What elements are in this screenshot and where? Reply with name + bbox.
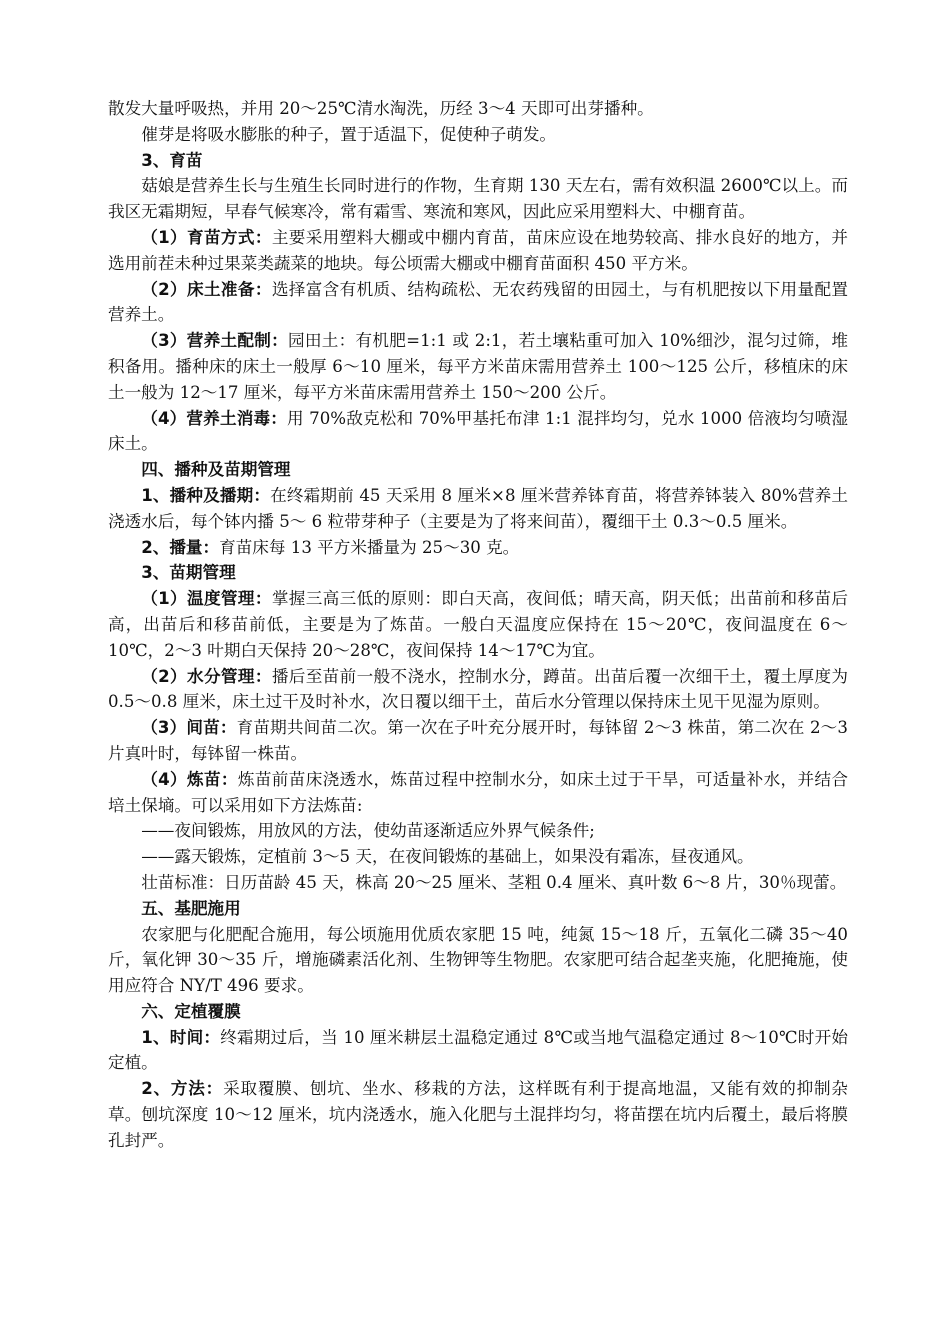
paragraph: 农家肥与化肥配合施用，每公顷施用优质农家肥 15 吨，纯氮 15～18 斤，五氧化二磷 35～40 斤，氧化钾 30～35 斤，增施磷素活化剂、生物钾等生物肥。农家肥可结合起垄夹施，化肥掩施，使用应符合 NY/T 496 要求。: [108, 924, 848, 996]
paragraph: 菇娘是营养生长与生殖生长同时进行的作物，生育期 130 天左右，需有效积温 2600℃以上。而我区无霜期短，早春气候寒冷，常有霜雪、寒流和寒风，因此应采用塑料大、中棚育苗。: [108, 176, 848, 222]
section-heading: 六、定植覆膜: [141, 1001, 241, 1021]
item-label: （1）育苗方式：: [141, 227, 272, 247]
item-label: （1）温度管理：: [141, 589, 272, 609]
paragraph: 2、播量：育苗床每 13 平方米播量为 25～30 克。: [141, 537, 520, 557]
item-label: （4）营养土消毒：: [141, 408, 287, 428]
paragraph: （1）温度管理：掌握三高三低的原则：即白天高，夜间低；晴天高，阴天低；出苗前和移苗后高，出苗后和移苗前低，主要是为了炼苗。一般白天温度应保持在 15～20℃，夜间温度在 6～10℃，2～3 叶期白天保持 20～28℃，夜间保持 14～17℃为宜。: [108, 589, 849, 660]
paragraph: （1）育苗方式：主要采用塑料大棚或中棚内育苗，苗床应设在地势较高、排水良好的地方，并选用前茬未种过果菜类蔬菜的地块。每公顷需大棚或中棚育苗面积 450 平方米。: [108, 227, 849, 273]
sub-heading: 3、苗期管理: [141, 563, 236, 583]
paragraph: （2）水分管理：播后至苗前一般不浇水，控制水分，蹲苗。出苗后覆一次细干土，覆土厚度为 0.5～0.8 厘米，床土过干及时补水，次日覆以细干土，苗后水分管理以保持床土见干见湿为原则。: [108, 666, 849, 712]
paragraph: （3）间苗：育苗期共间苗二次。第一次在子叶充分展开时，每钵留 2～3 株苗，第二次在 2～3 片真叶时，每钵留一株苗。: [108, 718, 848, 763]
section-heading: 四、播种及苗期管理: [141, 460, 291, 480]
paragraph: 催芽是将吸水膨胀的种子，置于适温下，促使种子萌发。: [141, 124, 557, 144]
item-label: 1、时间：: [141, 1027, 221, 1047]
paragraph: 1、播种及播期：在终霜期前 45 天采用 8 厘米×8 厘米营养钵育苗，将营养钵装入 80%营养土浇透水后，每个钵内播 5～ 6 粒带芽种子（主要是为了将来间苗），覆细干土 0.3～0.5 厘米。: [108, 485, 848, 531]
item-label: （3）间苗：: [141, 718, 237, 738]
item-label: 1、播种及播期：: [141, 485, 271, 505]
paragraph: 2、方法：采取覆膜、刨坑、坐水、移栽的方法，这样既有利于提高地温，又能有效的抑制杂草。刨坑深度 10～12 厘米，坑内浇透水，施入化肥与土混拌均匀，将苗摆在坑内后覆土，最后将膜孔封严。: [108, 1079, 849, 1150]
paragraph: 散发大量呼吸热，并用 20～25℃清水淘洗，历经 3～4 天即可出芽播种。: [108, 99, 654, 118]
paragraph: （4）炼苗：炼苗前苗床浇透水，炼苗过程中控制水分，如床土过于干旱，可适量补水，并结合培土保墒。可以采用如下方法炼苗:: [108, 769, 849, 815]
paragraph: 壮苗标准：日历苗龄 45 天，株高 20～25 厘米、茎粗 0.4 厘米、真叶数 6～8 片，30％现蕾。: [141, 872, 847, 892]
section-heading: 五、基肥施用: [141, 898, 241, 918]
item-label: （3）营养土配制：: [141, 331, 289, 351]
list-item: ——露天锻炼，定植前 3～5 天，在夜间锻炼的基础上，如果没有霜冻，昼夜通风。: [141, 847, 754, 867]
item-label: （2）床土准备：: [141, 279, 272, 299]
list-item: ——夜间锻炼，用放风的方法，使幼苗逐渐适应外界气候条件;: [141, 821, 595, 841]
item-label: （2）水分管理：: [141, 666, 272, 686]
document-page: [108, 96, 848, 1154]
paragraph: （3）营养土配制：园田土：有机肥=1:1 或 2:1，若土壤粘重可加入 10%细沙，混匀过筛，堆积备用。播种床的床土一般厚 6～10 厘米，每平方米苗床需用营养土 100～125 公斤，移植床的床土一般为 12～17 厘米，每平方米苗床需用营养土 150～200 公斤。: [108, 331, 849, 402]
paragraph: （2）床土准备：选择富含有机质、结构疏松、无农药残留的田园土，与有机肥按以下用量配置营养土。: [108, 279, 849, 325]
item-label: 2、播量：: [141, 537, 220, 557]
paragraph: （4）营养土消毒：用 70%敌克松和 70%甲基托布津 1:1 混拌均匀，兑水 1000 倍液均匀喷湿床土。: [108, 408, 848, 454]
paragraph: 1、时间：终霜期过后，当 10 厘米耕层土温稳定通过 8℃或当地气温稳定通过 8～10℃时开始定植。: [108, 1027, 848, 1073]
item-label: 2、方法：: [141, 1079, 224, 1099]
section-heading: 3、育苗: [141, 150, 203, 170]
item-label: （4）炼苗：: [141, 769, 238, 789]
